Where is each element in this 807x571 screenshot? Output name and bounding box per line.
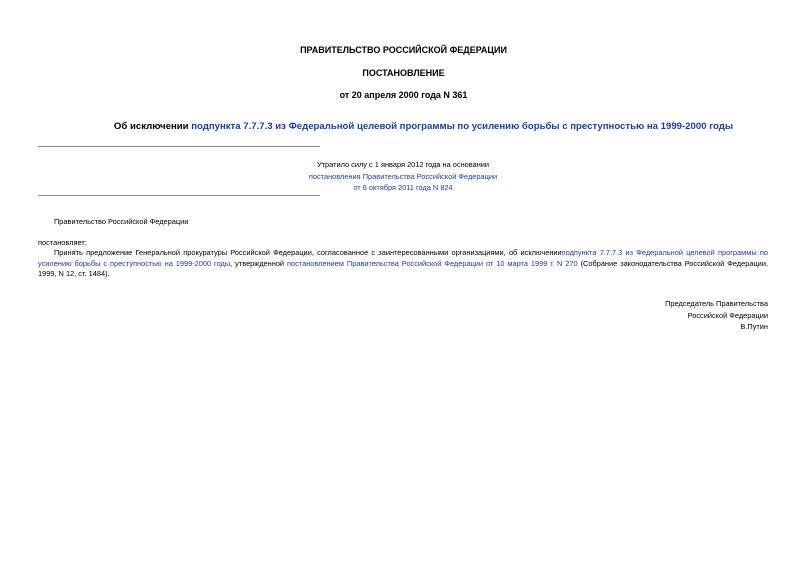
resolution-paragraph <box>38 248 768 280</box>
signatory-title-2: Российской Федерации <box>687 310 768 320</box>
signature-block <box>665 298 768 333</box>
divider-bottom <box>38 195 320 196</box>
government-name: Правительство Российской Федерации <box>54 217 189 226</box>
decrees-word: постановляет: <box>38 238 87 247</box>
paragraph-text-2: , утвержденной <box>230 258 287 268</box>
issuing-authority: ПРАВИТЕЛЬСТВО РОССИЙСКОЙ ФЕДЕРАЦИИ <box>300 45 507 55</box>
paragraph-text-3: (Собрание законодательства Российской Федерации, 1999, N 12, ст. 1484). <box>38 258 768 279</box>
repeal-decree-link[interactable]: постановления Правительства Российской Федерации <box>308 171 498 181</box>
paragraph-text-1: Принять предложение Генеральной прокуратуры Российской Федерации, согласованное с заинтересованными организациями, об исключении <box>54 248 562 257</box>
subject-link[interactable]: подпункта 7.7.7.3 из Федеральной целевой программы по усилению борьбы с преступностью на 1999-2000 годы <box>191 121 734 132</box>
repeal-note <box>201 159 605 194</box>
approving-decree-link[interactable]: постановлением Правительства Российской Федерации от 10 марта 1999 г. N 270 <box>287 258 578 268</box>
signatory-title-1: Председатель Правительства <box>665 299 768 308</box>
subject-prefix: Об исключении <box>113 121 192 132</box>
repeal-decree-date-link[interactable]: от 6 октября 2011 года N 824 <box>353 183 453 192</box>
program-subparagraph-link[interactable]: подпункта 7.7.7.3 из Федеральной целевой программы по усилению борьбы с преступностью на 1999-2000 годы <box>38 248 768 268</box>
divider-top <box>38 146 320 147</box>
document-subject <box>20 121 807 132</box>
signatory-name: В.Путин <box>740 322 768 332</box>
document-date-number: от 20 апреля 2000 года N 361 <box>339 90 468 100</box>
repeal-note-text: Утратило силу с 1 января 2012 года на основании <box>316 160 490 169</box>
document-type: ПОСТАНОВЛЕНИЕ <box>362 68 445 78</box>
